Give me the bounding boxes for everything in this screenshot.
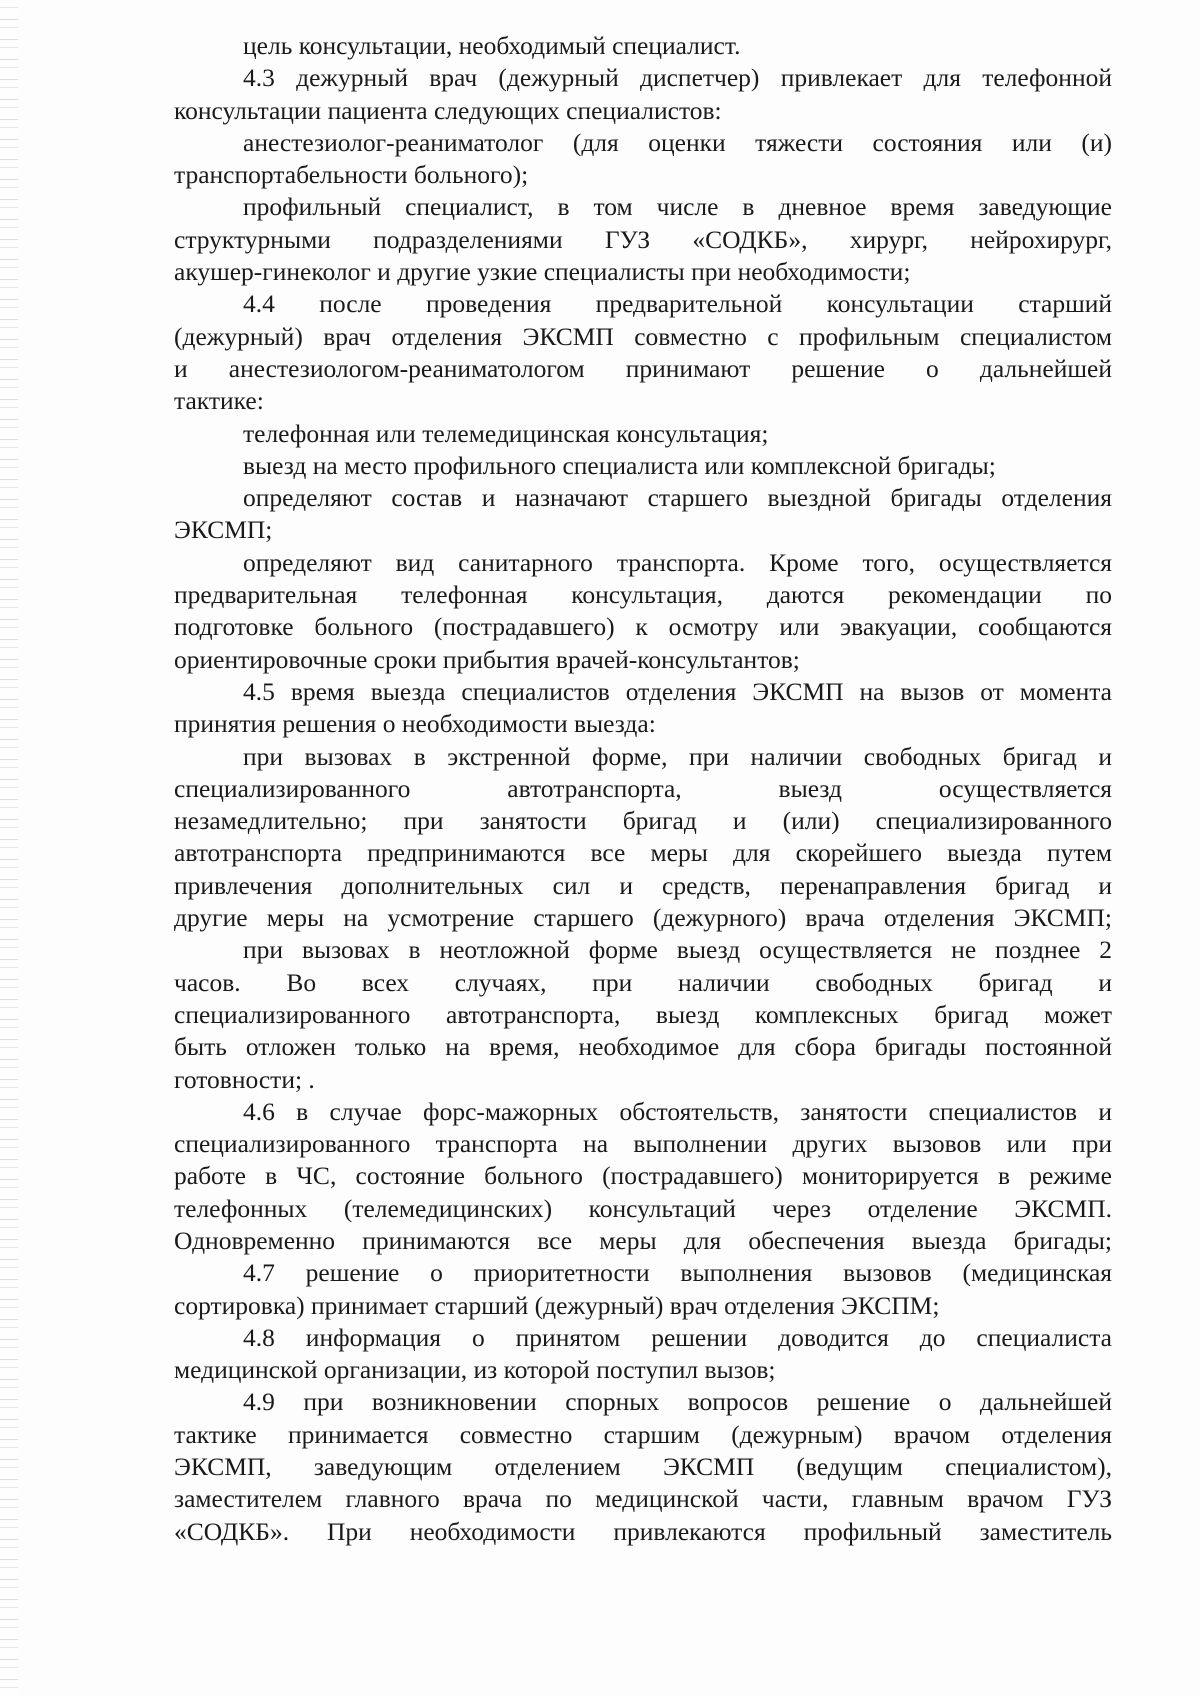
text-line: и анестезиологом-реаниматологом принимают решение о дальнейшей [174,353,1112,383]
text-line: другие меры на усмотрение старшего (дежурного) врача отделения ЭКСМП; [174,903,1112,933]
text-line: часов. Во всех случаях, при наличии свободных бригад и [174,967,1112,997]
text-line: медицинской организации, из которой поступил вызов; [174,1355,776,1385]
text-line: «СОДКБ». При необходимости привлекаются профильный заместитель [174,1516,1112,1546]
text-line: сортировка) принимает старший (дежурный) врач отделения ЭКСПМ; [174,1290,940,1320]
text-line: ориентировочные сроки прибытия врачей-консультантов; [174,644,800,674]
text-line: консультации пациента следующих специалистов: [174,95,722,125]
text-line: быть отложен только на время, необходимое для сбора бригады постоянной [174,1032,1112,1062]
text-line: ЭКСМП, заведующим отделением ЭКСМП (ведущим специалистом), [174,1452,1112,1482]
text-line: 4.8 информация о принятом решении доводится до специалиста [243,1322,1112,1352]
text-line: выезд на место профильного специалиста или комплексной бригады; [243,450,996,480]
text-line: 4.7 решение о приоритетности выполнения вызовов (медицинская [243,1258,1112,1288]
text-line: профильный специалист, в том числе в дневное время заведующие [243,192,1112,222]
text-line: заместителем главного врача по медицинской части, главным врачом ГУЗ [174,1484,1112,1514]
text-line: анестезиолог-реаниматолог (для оценки тяжести состояния или (и) [243,127,1112,157]
text-line: 4.4 после проведения предварительной консультации старший [243,289,1112,319]
text-line: определяют состав и назначают старшего выездной бригады отделения [243,483,1112,513]
text-line: акушер-гинеколог и другие узкие специалисты при необходимости; [174,257,911,287]
text-line: автотранспорта предпринимаются все меры для скорейшего выезда путем [174,838,1112,868]
text-line: 4.9 при возникновении спорных вопросов решение о дальнейшей [243,1387,1112,1417]
text-line: Одновременно принимаются все меры для обеспечения выезда бригады; [174,1225,1112,1255]
text-line: при вызовах в экстренной форме, при наличии свободных бригад и [243,741,1112,771]
text-line: (дежурный) врач отделения ЭКСМП совместно с профильным специалистом [174,321,1112,351]
text-line: цель консультации, необходимый специалист. [243,31,741,60]
text-line: тактике принимается совместно старшим (дежурным) врачом отделения [174,1419,1112,1449]
text-line: специализированного автотранспорта, выезд осуществляется [174,773,1112,803]
text-line: структурными подразделениями ГУЗ «СОДКБ», хирург, нейрохирург, [174,224,1112,254]
text-line: привлечения дополнительных сил и средств, перенаправления бригад и [174,870,1112,900]
text-line: специализированного транспорта на выполнении других вызовов или при [174,1129,1112,1159]
text-line: транспортабельности больного); [174,160,529,190]
text-line: предварительная телефонная консультация, даются рекомендации по [174,580,1112,610]
text-line: 4.5 время выезда специалистов отделения ЭКСМП на вызов от момента [243,676,1112,706]
scan-edge-artifact [0,0,18,1696]
text-line: незамедлительно; при занятости бригад и (или) специализированного [174,806,1112,836]
document-body [174,30,1112,1548]
text-line: телефонная или телемедицинская консультация; [243,418,769,448]
text-line: принятия решения о необходимости выезда: [174,709,656,739]
text-line: телефонных (телемедицинских) консультаций через отделение ЭКСМП. [174,1193,1112,1223]
text-line: определяют вид санитарного транспорта. Кроме того, осуществляется [243,547,1112,577]
text-line: специализированного автотранспорта, выезд комплексных бригад может [174,999,1112,1029]
text-line: при вызовах в неотложной форме выезд осуществляется не позднее 2 [243,935,1112,965]
text-line: готовности; . [174,1064,315,1094]
text-line: тактике: [174,386,264,416]
text-line: работе в ЧС, состояние больного (пострадавшего) мониторируется в режиме [174,1161,1112,1191]
text-line: 4.3 дежурный врач (дежурный диспетчер) привлекает для телефонной [243,63,1112,93]
text-line: ЭКСМП; [174,515,273,545]
text-line: подготовке больного (пострадавшего) к осмотру или эвакуации, сообщаются [174,612,1112,642]
text-line: 4.6 в случае форс-мажорных обстоятельств, занятости специалистов и [243,1096,1112,1126]
